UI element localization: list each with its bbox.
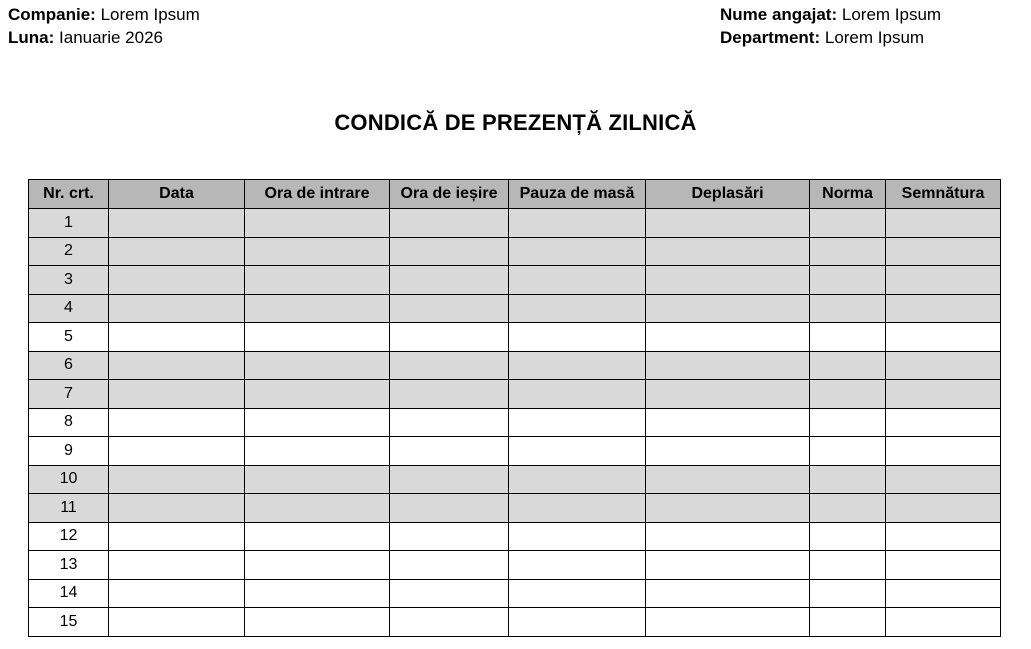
cell-ora-intrare[interactable]	[245, 437, 390, 466]
cell-norma[interactable]	[810, 551, 886, 580]
cell-deplasari[interactable]	[646, 579, 810, 608]
table-row	[29, 294, 1001, 323]
cell-norma[interactable]	[810, 608, 886, 637]
table-row	[29, 437, 1001, 466]
cell-data[interactable]	[109, 522, 245, 551]
cell-ora-iesire[interactable]	[390, 323, 509, 352]
cell-pauza[interactable]	[509, 266, 646, 295]
column-header-ora-iesire: Ora de ieșire	[390, 180, 509, 209]
cell-pauza[interactable]	[509, 408, 646, 437]
employee-value: Lorem Ipsum	[841, 5, 942, 24]
cell-pauza[interactable]	[509, 465, 646, 494]
table-row	[29, 323, 1001, 352]
header-left	[8, 3, 200, 49]
cell-data[interactable]	[109, 323, 245, 352]
cell-deplasari[interactable]	[646, 209, 810, 238]
cell-semnatura[interactable]	[886, 522, 1001, 551]
cell-ora-iesire[interactable]	[390, 351, 509, 380]
cell-semnatura[interactable]	[886, 351, 1001, 380]
cell-nr: 13	[29, 551, 109, 580]
cell-semnatura[interactable]	[886, 294, 1001, 323]
cell-data[interactable]	[109, 351, 245, 380]
cell-semnatura[interactable]	[886, 437, 1001, 466]
cell-deplasari[interactable]	[646, 380, 810, 409]
cell-deplasari[interactable]	[646, 266, 810, 295]
cell-norma[interactable]	[810, 237, 886, 266]
cell-nr: 12	[29, 522, 109, 551]
cell-semnatura[interactable]	[886, 579, 1001, 608]
cell-ora-intrare[interactable]	[245, 608, 390, 637]
cell-semnatura[interactable]	[886, 465, 1001, 494]
cell-semnatura[interactable]	[886, 494, 1001, 523]
cell-semnatura[interactable]	[886, 408, 1001, 437]
cell-nr: 2	[29, 237, 109, 266]
cell-ora-iesire[interactable]	[390, 408, 509, 437]
cell-norma[interactable]	[810, 209, 886, 238]
cell-ora-iesire[interactable]	[390, 437, 509, 466]
cell-ora-intrare[interactable]	[245, 209, 390, 238]
table-row	[29, 209, 1001, 238]
cell-norma[interactable]	[810, 380, 886, 409]
cell-data[interactable]	[109, 465, 245, 494]
column-header-ora-intrare: Ora de intrare	[245, 180, 390, 209]
column-header-deplasari: Deplasări	[646, 180, 810, 209]
cell-pauza[interactable]	[509, 323, 646, 352]
cell-norma[interactable]	[810, 266, 886, 295]
cell-semnatura[interactable]	[886, 209, 1001, 238]
cell-nr: 4	[29, 294, 109, 323]
cell-ora-iesire[interactable]	[390, 380, 509, 409]
cell-data[interactable]	[109, 380, 245, 409]
cell-nr: 10	[29, 465, 109, 494]
column-header-norma: Norma	[810, 180, 886, 209]
cell-ora-iesire[interactable]	[390, 294, 509, 323]
cell-ora-iesire[interactable]	[390, 209, 509, 238]
cell-ora-intrare[interactable]	[245, 551, 390, 580]
cell-semnatura[interactable]	[886, 323, 1001, 352]
month-row	[8, 26, 200, 49]
cell-norma[interactable]	[810, 408, 886, 437]
cell-norma[interactable]	[810, 522, 886, 551]
table-row	[29, 237, 1001, 266]
table-row	[29, 351, 1001, 380]
cell-data[interactable]	[109, 437, 245, 466]
table-header-row	[29, 180, 1001, 209]
cell-ora-intrare[interactable]	[245, 465, 390, 494]
cell-pauza[interactable]	[509, 522, 646, 551]
table-row	[29, 608, 1001, 637]
column-header-pauza: Pauza de masă	[509, 180, 646, 209]
department-label: Department:	[720, 28, 821, 47]
cell-deplasari[interactable]	[646, 294, 810, 323]
cell-deplasari[interactable]	[646, 437, 810, 466]
employee-label: Nume angajat:	[720, 5, 838, 24]
cell-deplasari[interactable]	[646, 551, 810, 580]
cell-ora-iesire[interactable]	[390, 522, 509, 551]
cell-ora-intrare[interactable]	[245, 266, 390, 295]
cell-pauza[interactable]	[509, 608, 646, 637]
company-value: Lorem Ipsum	[100, 5, 200, 24]
cell-pauza[interactable]	[509, 579, 646, 608]
cell-deplasari[interactable]	[646, 608, 810, 637]
table-row	[29, 579, 1001, 608]
cell-ora-intrare[interactable]	[245, 494, 390, 523]
cell-ora-intrare[interactable]	[245, 380, 390, 409]
cell-ora-iesire[interactable]	[390, 551, 509, 580]
cell-deplasari[interactable]	[646, 351, 810, 380]
employee-row	[720, 3, 941, 26]
cell-semnatura[interactable]	[886, 237, 1001, 266]
cell-ora-intrare[interactable]	[245, 522, 390, 551]
cell-ora-intrare[interactable]	[245, 351, 390, 380]
header-right	[720, 3, 941, 49]
month-value: Ianuarie 2026	[59, 28, 163, 47]
cell-nr: 6	[29, 351, 109, 380]
company-label: Companie:	[8, 5, 96, 24]
cell-pauza[interactable]	[509, 294, 646, 323]
column-header-semnatura: Semnătura	[886, 180, 1001, 209]
table-row	[29, 494, 1001, 523]
cell-data[interactable]	[109, 294, 245, 323]
cell-norma[interactable]	[810, 494, 886, 523]
cell-norma[interactable]	[810, 351, 886, 380]
cell-pauza[interactable]	[509, 351, 646, 380]
cell-nr: 7	[29, 380, 109, 409]
cell-ora-intrare[interactable]	[245, 237, 390, 266]
cell-ora-intrare[interactable]	[245, 408, 390, 437]
cell-data[interactable]	[109, 579, 245, 608]
cell-nr: 14	[29, 579, 109, 608]
cell-nr: 1	[29, 209, 109, 238]
department-row	[720, 26, 941, 49]
cell-deplasari[interactable]	[646, 237, 810, 266]
column-header-nr: Nr. crt.	[29, 180, 109, 209]
company-row	[8, 3, 200, 26]
table-row	[29, 380, 1001, 409]
cell-semnatura[interactable]	[886, 266, 1001, 295]
cell-deplasari[interactable]	[646, 522, 810, 551]
cell-pauza[interactable]	[509, 437, 646, 466]
table-body	[29, 209, 1001, 637]
table-row	[29, 551, 1001, 580]
cell-pauza[interactable]	[509, 237, 646, 266]
page-title: CONDICĂ DE PREZENȚĂ ZILNICĂ	[334, 110, 697, 135]
cell-ora-intrare[interactable]	[245, 323, 390, 352]
cell-ora-iesire[interactable]	[390, 494, 509, 523]
table-row	[29, 465, 1001, 494]
cell-data[interactable]	[109, 608, 245, 637]
cell-ora-iesire[interactable]	[390, 579, 509, 608]
cell-nr: 8	[29, 408, 109, 437]
cell-data[interactable]	[109, 551, 245, 580]
cell-nr: 3	[29, 266, 109, 295]
table-row	[29, 522, 1001, 551]
cell-norma[interactable]	[810, 294, 886, 323]
cell-norma[interactable]	[810, 465, 886, 494]
cell-nr: 15	[29, 608, 109, 637]
cell-ora-iesire[interactable]	[390, 266, 509, 295]
cell-norma[interactable]	[810, 579, 886, 608]
cell-pauza[interactable]	[509, 209, 646, 238]
cell-pauza[interactable]	[509, 551, 646, 580]
column-header-data: Data	[109, 180, 245, 209]
cell-data[interactable]	[109, 266, 245, 295]
cell-deplasari[interactable]	[646, 494, 810, 523]
cell-nr: 11	[29, 494, 109, 523]
cell-ora-intrare[interactable]	[245, 579, 390, 608]
table-row	[29, 266, 1001, 295]
month-label: Luna:	[8, 28, 55, 47]
table-row	[29, 408, 1001, 437]
cell-norma[interactable]	[810, 323, 886, 352]
cell-nr: 5	[29, 323, 109, 352]
cell-ora-iesire[interactable]	[390, 237, 509, 266]
department-value: Lorem Ipsum	[824, 28, 925, 47]
cell-semnatura[interactable]	[886, 380, 1001, 409]
cell-deplasari[interactable]	[646, 465, 810, 494]
cell-data[interactable]	[109, 494, 245, 523]
attendance-table	[28, 179, 1001, 637]
cell-data[interactable]	[109, 209, 245, 238]
cell-semnatura[interactable]	[886, 608, 1001, 637]
cell-pauza[interactable]	[509, 494, 646, 523]
cell-data[interactable]	[109, 237, 245, 266]
cell-pauza[interactable]	[509, 380, 646, 409]
cell-ora-iesire[interactable]	[390, 465, 509, 494]
cell-deplasari[interactable]	[646, 323, 810, 352]
cell-ora-intrare[interactable]	[245, 294, 390, 323]
cell-nr: 9	[29, 437, 109, 466]
cell-norma[interactable]	[810, 437, 886, 466]
cell-data[interactable]	[109, 408, 245, 437]
cell-ora-iesire[interactable]	[390, 608, 509, 637]
cell-deplasari[interactable]	[646, 408, 810, 437]
cell-semnatura[interactable]	[886, 551, 1001, 580]
